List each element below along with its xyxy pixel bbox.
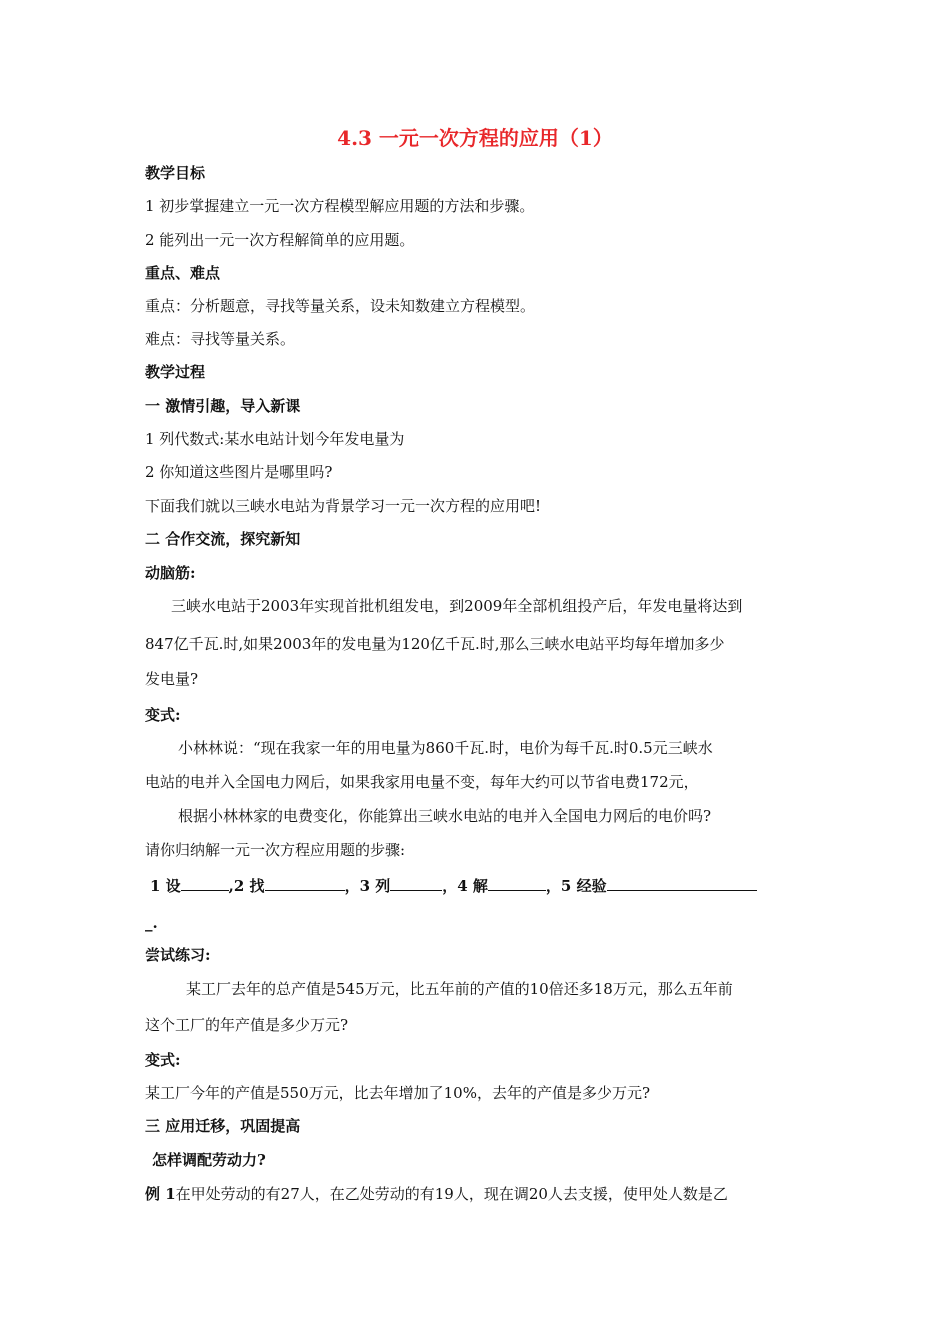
difficulty-text: 难点：寻找等量关系。 [145, 330, 296, 348]
part-two-heading: 二 合作交流，探究新知 [145, 530, 301, 548]
step-2-label: ,2 找 [228, 877, 265, 895]
variant-one-heading: 变式: [145, 706, 181, 724]
part-one-heading: 一 激情引趣，导入新课 [145, 397, 301, 415]
practice-heading: 尝试练习: [145, 946, 211, 964]
part-one-summary: 下面我们就以三峡水电站为背景学习一元一次方程的应用吧! [145, 497, 542, 515]
brain-exercise-line-1: 三峡水电站于2003年实现首批机组发电，到2009年全部机组投产后，年发电量将达到 [171, 597, 743, 615]
step-5-label: ，5 经验 [545, 877, 607, 895]
goal-item-2: 2 能列出一元一次方程解简单的应用题。 [145, 231, 415, 249]
practice-line-2: 这个工厂的年产值是多少万元? [145, 1016, 349, 1034]
process-heading: 教学过程 [145, 363, 206, 381]
step-2-blank [265, 874, 345, 891]
step-3-blank [390, 874, 442, 891]
page-title: 4.3 一元一次方程的应用（1） [337, 126, 613, 150]
variant-one-line-1: 小林林说：“现在我家一年的用电量为860千瓦.时，电价为每千瓦.时0.5元三峡水 [178, 739, 713, 757]
goals-heading: 教学目标 [145, 164, 206, 182]
variant-two-line-1: 某工厂今年的产值是550万元，比去年增加了10%，去年的产值是多少万元? [145, 1084, 651, 1102]
labor-heading: 怎样调配劳动力? [152, 1151, 266, 1169]
example-one-text: 在甲处劳动的有27人，在乙处劳动的有19人，现在调20人去支援，使甲处人数是乙 [175, 1185, 728, 1203]
part-three-heading: 三 应用迁移，巩固提高 [145, 1117, 301, 1135]
step-4-blank [488, 874, 546, 891]
steps-tail: _. [145, 914, 158, 932]
example-one-label: 例 1 [145, 1185, 176, 1203]
key-points-heading: 重点、难点 [145, 264, 221, 282]
practice-line-1: 某工厂去年的总产值是545万元，比五年前的产值的10倍还多18万元，那么五年前 [186, 980, 733, 998]
example-one-line [145, 1184, 728, 1204]
steps-prompt: 请你归纳解一元一次方程应用题的步骤: [145, 841, 406, 859]
part-one-item-1: 1 列代数式:某水电站计划今年发电量为 [145, 430, 405, 448]
variant-one-line-2: 电站的电并入全国电力网后，如果我家用电量不变，每年大约可以节省电费172元， [145, 773, 699, 791]
step-4-label: ，4 解 [442, 877, 488, 895]
goal-item-1: 1 初步掌握建立一元一次方程模型解应用题的方法和步骤。 [145, 197, 535, 215]
step-5-blank [607, 874, 757, 891]
key-point-text: 重点：分析题意，寻找等量关系，设未知数建立方程模型。 [145, 297, 536, 315]
step-1-blank [181, 874, 229, 891]
step-3-label: ，3 列 [344, 877, 391, 895]
part-one-item-2: 2 你知道这些图片是哪里吗? [145, 463, 333, 481]
brain-exercise-line-2: 847亿千瓦.时,如果2003年的发电量为120亿千瓦.时,那么三峡水电站平均每年增加多少 [145, 635, 725, 653]
variant-two-heading: 变式: [145, 1051, 181, 1069]
brain-exercise-line-3: 发电量? [145, 670, 199, 688]
steps-fill-in-line [150, 874, 757, 897]
step-1-label: 1 设 [150, 877, 181, 895]
brain-exercise-heading: 动脑筋: [145, 564, 196, 582]
variant-one-line-3: 根据小林林家的电费变化，你能算出三峡水电站的电并入全国电力网后的电价吗? [178, 807, 712, 825]
